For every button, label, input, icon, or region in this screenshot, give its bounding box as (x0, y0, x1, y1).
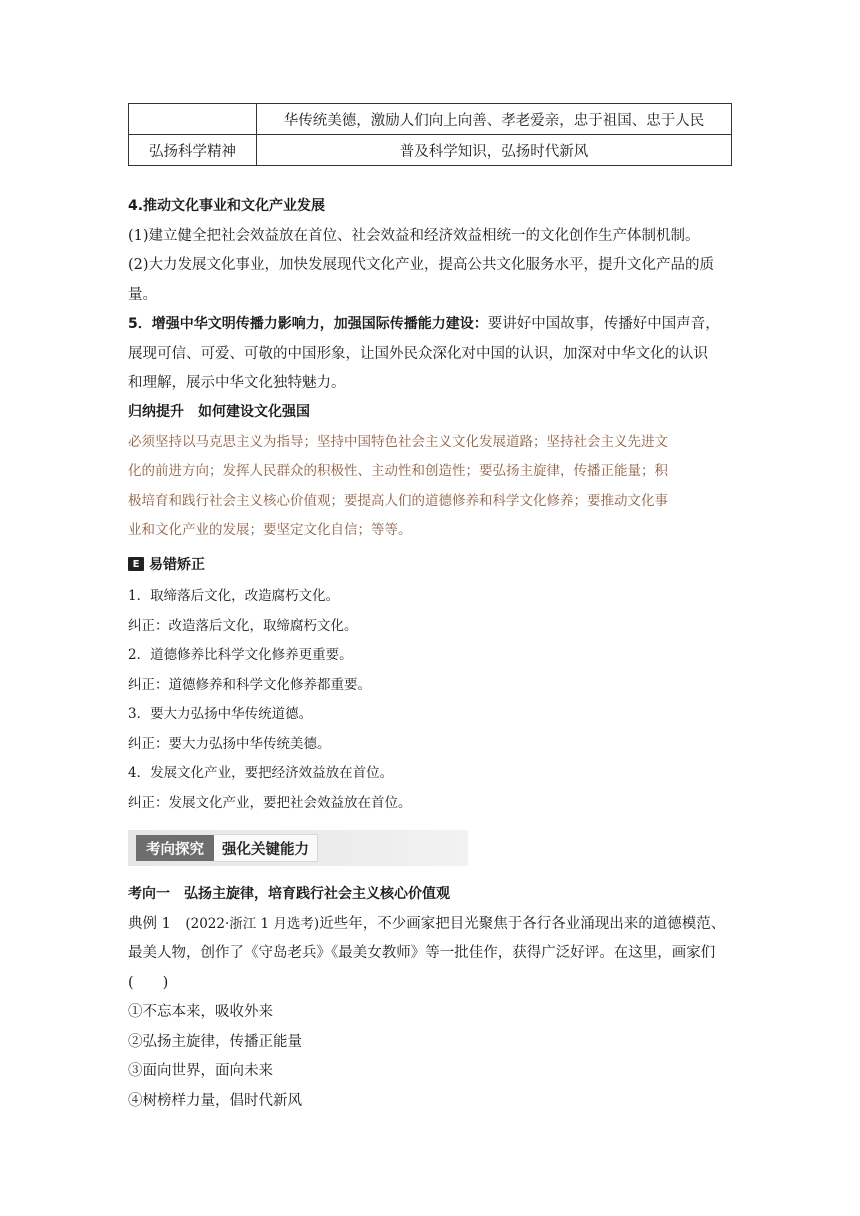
error-correction-list (128, 582, 738, 818)
section-4-heading: 4.推动文化事业和文化产业发展 (128, 198, 326, 214)
section-4-p2-line1: (2)大力发展文化事业，加快发展现代文化产业，提高公共文化服务水平，提升文化产品的质 (128, 257, 715, 273)
list-item: 3．要大力弘扬中华传统道德。 (128, 706, 313, 722)
section-4-p2-line2: 量。 (128, 286, 157, 303)
table-cell-label (129, 104, 257, 135)
summary-heading: 归纳提升 如何建设文化强国 (128, 404, 310, 420)
option-item: ②弘扬主旋律，传播正能量 (128, 1033, 302, 1050)
option-item: ④树榜样力量，倡时代新风 (128, 1092, 302, 1109)
table-cell-content: 华传统美德，激励人们向上向善、孝老爱亲，忠于祖国、忠于人民 (257, 104, 732, 135)
exam-section (128, 880, 738, 1116)
banner-title: 考向探究 (136, 835, 214, 861)
error-correction-header (128, 553, 205, 575)
summary-line: 极培育和践行社会主义核心价值观；要提高人们的道德修养和科学文化修养；要推动文化事 (128, 492, 668, 509)
list-item: 1．取缔落后文化，改造腐朽文化。 (128, 588, 340, 604)
example-line3: ( ) (128, 974, 169, 991)
list-item: 纠正：要大力弘扬中华传统美德。 (128, 735, 331, 752)
list-item: 2．道德修养比科学文化修养更重要。 (128, 647, 353, 663)
table-row (129, 135, 732, 166)
table-row (129, 104, 732, 135)
example-source: (2022·浙江 1 月选考) (185, 915, 320, 932)
exam-heading: 考向一 弘扬主旋律，培育践行社会主义核心价值观 (128, 886, 450, 902)
summary-line: 业和文化产业的发展；要坚定文化自信；等等。 (128, 522, 412, 538)
section-5-heading: 5．增强中华文明传播力影响力，加强国际传播能力建设： (128, 316, 488, 332)
error-correction-title: 易错矫正 (149, 557, 205, 573)
section-4 (128, 192, 738, 310)
list-item: 纠正：改造落后文化，取缔腐朽文化。 (128, 617, 358, 634)
section-5-line1 (128, 310, 738, 340)
option-item: ①不忘本来，吸收外来 (128, 1004, 273, 1020)
banner-subtitle: 强化关键能力 (214, 834, 318, 862)
example-line1 (128, 910, 738, 940)
section-banner (128, 830, 468, 866)
option-item: ③面向世界，面向未来 (128, 1063, 273, 1079)
list-item: 纠正：道德修养和科学文化修养都重要。 (128, 676, 371, 693)
table-cell-content: 普及科学知识，弘扬时代新风 (257, 135, 732, 166)
summary (128, 398, 738, 546)
culture-table (128, 103, 732, 166)
list-item: 4．发展文化产业，要把经济效益放在首位。 (128, 765, 394, 781)
error-correction-icon: E (128, 557, 144, 571)
list-item: 纠正：发展文化产业，要把社会效益放在首位。 (128, 794, 412, 811)
example-line2: 最美人物，创作了《守岛老兵》《最美女教师》等一批佳作，获得广泛好评。在这里，画家们 (128, 945, 716, 961)
section-5-line2: 展现可信、可爱、可敬的中国形象，让国外民众深化对中国的认识，加深对中华文化的认识 (128, 345, 708, 362)
example-line1-text: 近些年，不少画家把目光聚焦于各行各业涌现出来的道德模范、 (319, 915, 726, 932)
section-5-line1-text: 要讲好中国故事，传播好中国声音， (487, 316, 720, 332)
section-5 (128, 310, 738, 399)
table-cell-label: 弘扬科学精神 (129, 135, 257, 166)
example-label: 典例 1 (128, 915, 186, 932)
section-5-line3: 和理解，展示中华文化独特魅力。 (128, 375, 346, 391)
summary-line: 化的前进方向；发挥人民群众的积极性、主动性和创造性；要弘扬主旋律，传播正能量；积 (128, 463, 668, 479)
section-4-p1: (1)建立健全把社会效益放在首位、社会效益和经济效益相统一的文化创作生产体制机制。 (128, 227, 700, 244)
summary-line: 必须坚持以马克思主义为指导；坚持中国特色社会主义文化发展道路；坚持社会主义先进文 (128, 433, 668, 450)
